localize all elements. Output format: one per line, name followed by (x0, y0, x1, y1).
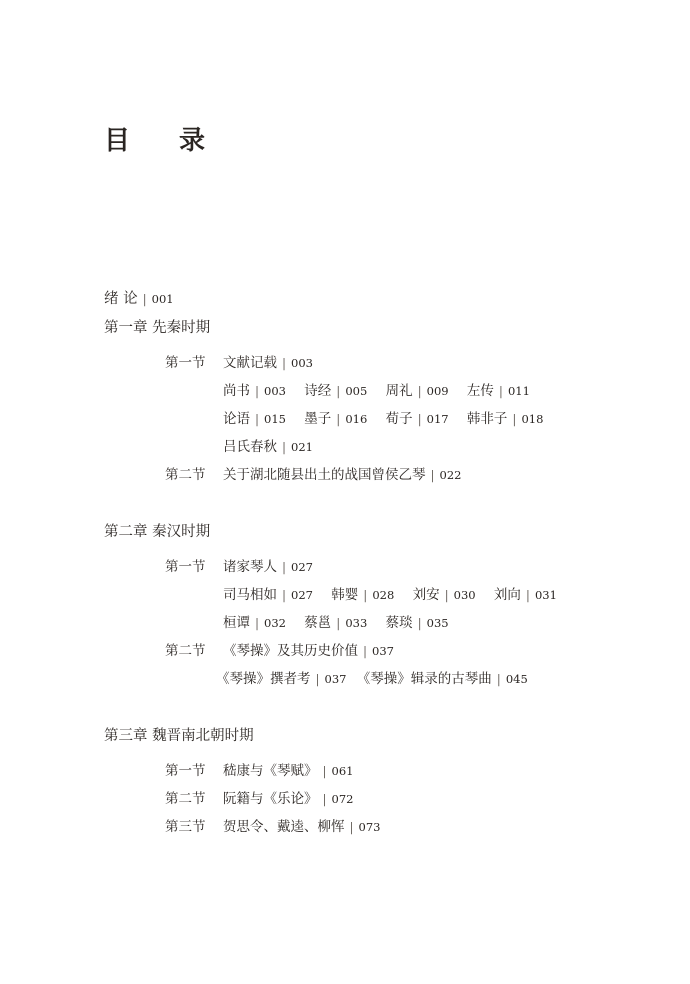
entry-title: 诸家琴人 (223, 559, 277, 575)
toc-entry-section[interactable]: 第三节 贺思令、戴逵、柳恽 | 073 (165, 819, 381, 835)
entry-title: 文献记载 (223, 355, 277, 371)
page-number: 027 (291, 560, 313, 574)
toc-sub-entry[interactable]: 诗经 | 005 (304, 383, 368, 399)
toc-sub-entry[interactable]: 论语 | 015 (223, 411, 286, 427)
page-title: 目 录 (104, 126, 226, 156)
section-label: 第一节 (165, 355, 206, 371)
page-number: 022 (439, 468, 462, 482)
section-label: 第一节 (165, 763, 206, 779)
page-number: 072 (331, 792, 354, 806)
sub-entry-line (223, 586, 571, 604)
sub-entry-line (223, 438, 327, 456)
toc-sub-entry[interactable]: 司马相如 | 027 (223, 587, 313, 603)
toc-sub-entry[interactable]: 韩非子 | 018 (466, 411, 544, 427)
toc-sub-entry[interactable]: 《琴操》撰者考 | 037 (216, 671, 347, 687)
toc-entry-intro[interactable]: 绪 论 | 001 (104, 291, 174, 307)
sub-entry-line (223, 382, 544, 400)
toc-sub-entry[interactable]: 《琴操》辑录的古琴曲 | 045 (356, 671, 528, 687)
chapter-heading-3[interactable]: 第三章 魏晋南北朝时期 (104, 728, 254, 744)
section-label: 第二节 (165, 467, 206, 483)
section-label: 第三节 (165, 819, 206, 835)
toc-entry-section[interactable]: 第二节 阮籍与《乐论》 | 072 (165, 791, 354, 807)
toc-entry-section[interactable]: 第一节 诸家琴人 | 027 (165, 559, 313, 575)
page-number: 061 (331, 764, 354, 778)
page-number: 037 (372, 644, 394, 658)
page-number: 073 (358, 820, 381, 834)
toc-sub-entry[interactable]: 荀子 | 017 (385, 411, 449, 427)
toc-entry-section[interactable]: 第二节 《琴操》及其历史价值 | 037 (165, 643, 394, 659)
entry-title: 贺思令、戴逵、柳恽 (223, 819, 345, 835)
entry-title: 阮籍与《乐论》 (223, 791, 318, 807)
toc-sub-entry[interactable]: 周礼 | 009 (385, 383, 449, 399)
toc-entry-section[interactable]: 第一节 嵇康与《琴赋》 | 061 (165, 763, 354, 779)
toc-entry-section[interactable]: 第二节 关于湖北随县出土的战国曾侯乙琴 | 022 (165, 467, 462, 483)
page-number: 001 (151, 292, 174, 306)
toc-sub-entry[interactable]: 吕氏春秋 | 021 (223, 439, 313, 455)
toc-sub-entry[interactable]: 刘向 | 031 (493, 587, 557, 603)
sub-entry-line (223, 614, 463, 632)
toc-sub-entry[interactable]: 左传 | 011 (466, 383, 530, 399)
toc-sub-entry[interactable]: 刘安 | 030 (412, 587, 476, 603)
toc-sub-entry[interactable]: 墨子 | 016 (304, 411, 368, 427)
sub-entry-line (223, 410, 557, 428)
section-label: 第一节 (165, 559, 206, 575)
page-number: 003 (291, 356, 313, 370)
toc-sub-entry[interactable]: 尚书 | 003 (223, 383, 286, 399)
toc-sub-entry[interactable]: 桓谭 | 032 (223, 615, 286, 631)
chapter-heading-1[interactable]: 第一章 先秦时期 (104, 320, 211, 336)
entry-title: 绪 论 (104, 291, 138, 307)
entry-title: 《琴操》及其历史价值 (223, 643, 358, 659)
section-label: 第二节 (165, 643, 206, 659)
entry-title: 嵇康与《琴赋》 (223, 763, 318, 779)
section-label: 第二节 (165, 791, 206, 807)
entry-title: 关于湖北随县出土的战国曾侯乙琴 (223, 467, 426, 483)
sub-entry-line (216, 670, 542, 688)
toc-sub-entry[interactable]: 蔡邕 | 033 (304, 615, 368, 631)
toc-sub-entry[interactable]: 蔡琰 | 035 (385, 615, 449, 631)
chapter-heading-2[interactable]: 第二章 秦汉时期 (104, 524, 211, 540)
toc-entry-section[interactable]: 第一节 文献记载 | 003 (165, 355, 313, 371)
toc-sub-entry[interactable]: 韩婴 | 028 (331, 587, 395, 603)
